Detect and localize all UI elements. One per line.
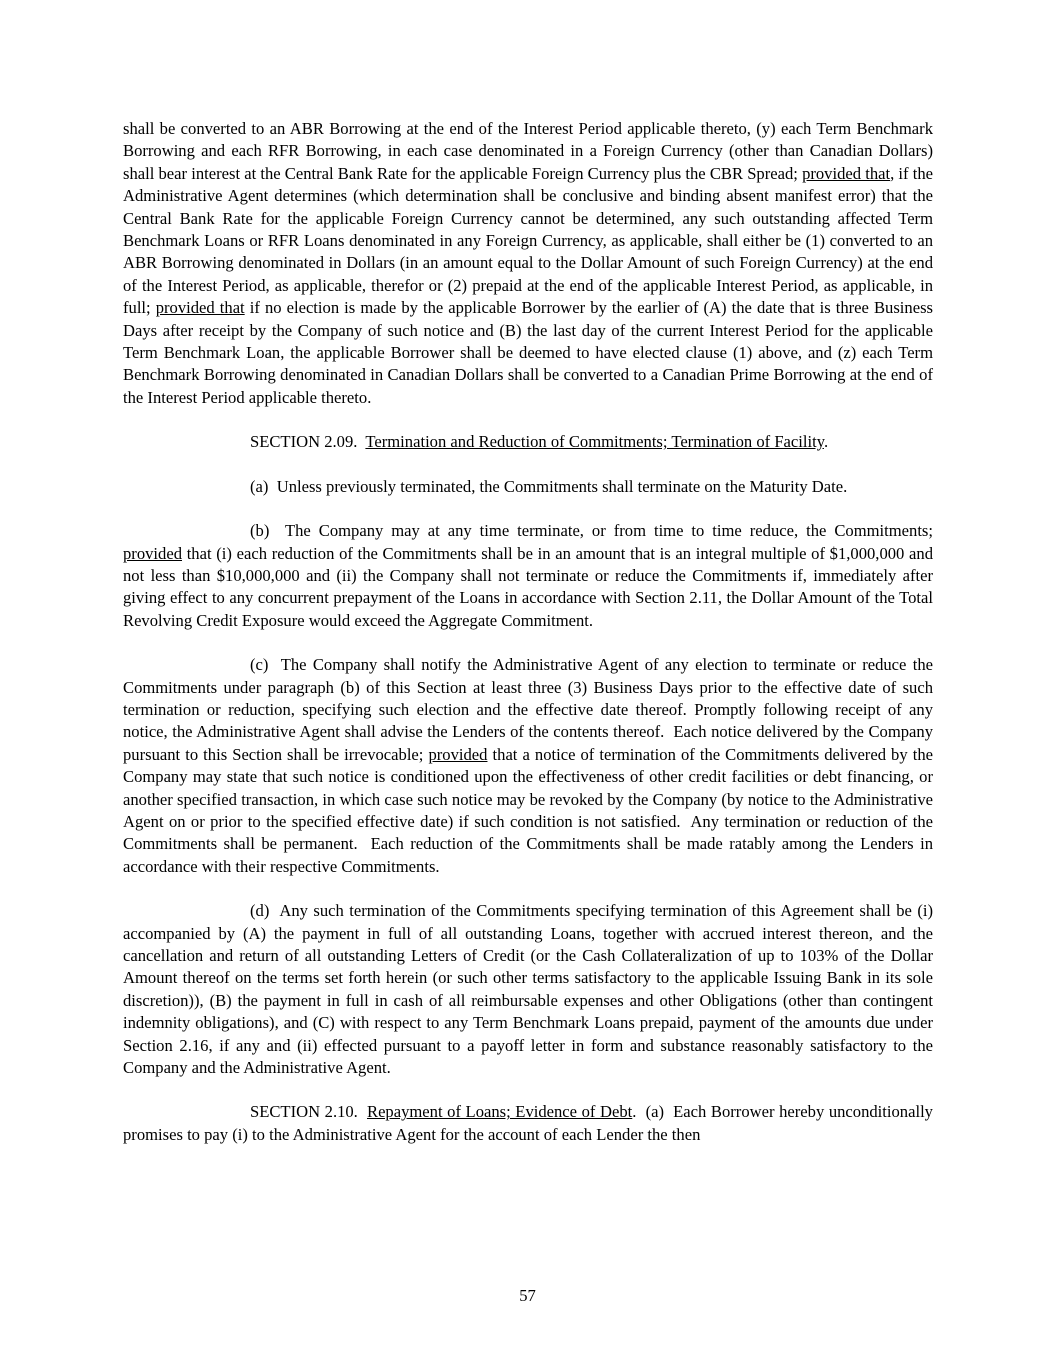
underlined-text-run: provided that bbox=[155, 298, 245, 318]
text-run: SECTION 2.10. bbox=[250, 1102, 367, 1122]
underlined-text-run: provided that bbox=[802, 163, 891, 183]
paragraph-continuation bbox=[123, 118, 933, 409]
text-run: if no election is made by the applicable Borrower by the earlier of (A) the date that is three Business Days after receipt by the Company of such notice and (B) the last day of the current Interest Period for the applicable Term Benchmark Loan, the applicable Borrower shall be deemed to have elected clause (1) above, and (z) each Term Benchmark Borrowing denominated in Canadian Dollars shall be converted to a Canadian Prime Borrowing at the end of the Interest Period applicable thereto. bbox=[123, 298, 933, 407]
section-2-09-heading bbox=[123, 431, 933, 453]
text-run: that a notice of termination of the Commitments delivered by the Company may state that such notice is conditioned upon the effectiveness of other credit facilities or debt financing, or another specified transaction, in which case such notice may be revoked by the Company (by notice to the Administrative Agent on or prior to the specified effective date) if such condition is not satisfied. Any termination or reduction of the Commitments shall be permanent. Each reduction of the Commitments shall be made ratably among the Lenders in accordance with their respective Commitments. bbox=[123, 744, 933, 876]
text-run: (d) Any such termination of the Commitments specifying termination of this Agreement shall be (i) accompanied by (A) the payment in full of all outstanding Loans, together with accrued interest thereon, and the cancellation and return of all outstanding Letters of Credit (or the Cash Collateralization of up to 103% of the Dollar Amount thereof on the terms set forth herein (or such other terms satisfactory to the applicable Issuing Bank in its sole discretion)), (B) the payment in full in cash of all reimbursable expenses and other Obligations (other than contingent indemnity obligations), and (C) with respect to any Term Benchmark Loans prepaid, payment of the amounts due under Section 2.16, if any and (ii) effected pursuant to a payoff letter in form and substance reasonably satisfactory to the Company and the Administrative Agent. bbox=[123, 901, 933, 1078]
section-2-10-paragraph bbox=[123, 1101, 933, 1146]
text-run: (c) The Company shall notify the Administrative Agent of any election to terminate or reduce the Commitments under paragraph (b) of this Section at least three (3) Business Days prior to the effective date of such termination or reduction, specifying such election and the effective date thereof. Promptly following receipt of any notice, the Administrative Agent shall advise the Lenders of the contents thereof. Each notice delivered by the Company pursuant to this Section shall be irrevocable; bbox=[123, 655, 933, 764]
underlined-text-run: provided bbox=[428, 744, 488, 764]
text-run: , if the Administrative Agent determines (which determination shall be conclusive and binding absent manifest error) that the Central Bank Rate for the applicable Foreign Currency cannot be determined, any such outstanding affected Term Benchmark Loans or RFR Loans denominated in any Foreign Currency, as applicable, shall either be (1) converted to an ABR Borrowing denominated in Dollars (in an amount equal to the Dollar Amount of such Foreign Currency) at the end of the Interest Period, as applicable, therefor or (2) prepaid at the end of the applicable Interest Period, as applicable, in full; bbox=[123, 163, 933, 318]
text-run: SECTION 2.09. bbox=[250, 432, 366, 452]
underlined-text-run: Repayment of Loans; Evidence of Debt bbox=[367, 1102, 633, 1122]
paragraph-a bbox=[123, 476, 933, 498]
underlined-text-run: provided bbox=[123, 543, 182, 563]
text-run: . bbox=[823, 432, 829, 452]
paragraph-d bbox=[123, 900, 933, 1079]
page-number: 57 bbox=[519, 1285, 536, 1305]
text-run: shall be converted to an ABR Borrowing at the end of the Interest Period applicable thereto, (y) each Term Benchmark Borrowing and each RFR Borrowing, in each case denominated in a Foreign Currency (other than Canadian Dollars) shall bear interest at the Central Bank Rate for the applicable Foreign Currency plus the CBR Spread; bbox=[123, 119, 933, 183]
text-run: (a) Unless previously terminated, the Commitments shall terminate on the Maturity Date. bbox=[250, 476, 848, 496]
underlined-text-run: Termination and Reduction of Commitments; Termination of Facility bbox=[365, 432, 824, 452]
text-run: that (i) each reduction of the Commitments shall be in an amount that is an integral multiple of $1,000,000 and not less than $10,000,000 and (ii) the Company shall not terminate or reduce the Commitments if, immediately after giving effect to any concurrent prepayment of the Loans in accordance with Section 2.11, the Dollar Amount of the Total Revolving Credit Exposure would exceed the Aggregate Commitment. bbox=[123, 543, 933, 630]
text-run: . (a) Each Borrower hereby unconditionally promises to pay (i) to the Administrative Agent for the account of each Lender the then bbox=[123, 1102, 933, 1144]
text-run: (b) The Company may at any time terminate, or from time to time reduce, the Commitments; bbox=[250, 521, 933, 541]
paragraph-c bbox=[123, 654, 933, 878]
paragraph-b bbox=[123, 520, 933, 632]
